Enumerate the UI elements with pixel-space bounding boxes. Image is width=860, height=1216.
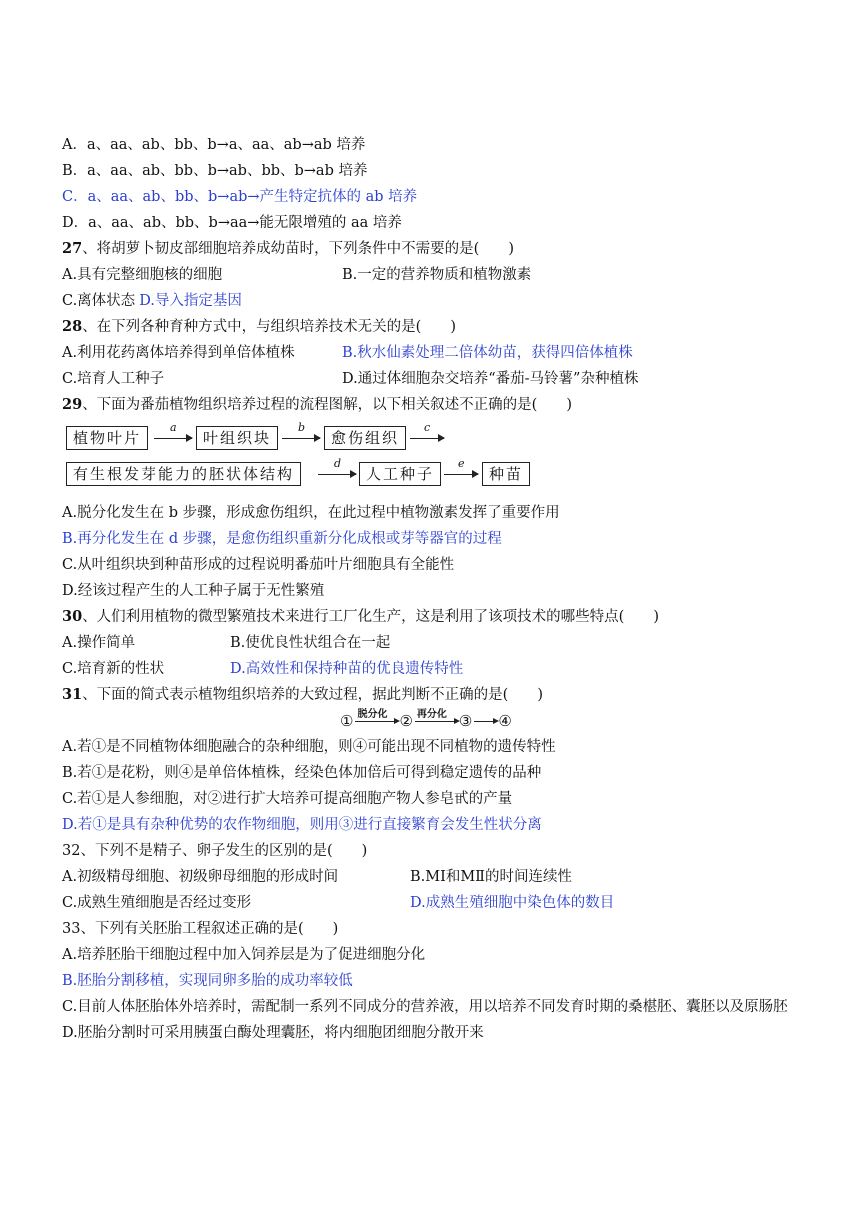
q30-option-b: B.使优良性状组合在一起 — [230, 635, 391, 651]
q28-stem — [62, 314, 822, 340]
flow-box-callus: 愈伤组织 — [324, 426, 406, 450]
flow-label-a: a — [170, 421, 177, 434]
q33-option-b: B.胚胎分割移植，实现同卵多胎的成功率较低 — [62, 973, 353, 989]
q26-option-d: D．a、aa、ab、bb、b→aa→能无限增殖的 aa 培养 — [62, 215, 402, 231]
flow-box-embryoid: 有生根发芽能力的胚状体结构 — [66, 462, 301, 486]
q30-option-d: D.高效性和保持种苗的优良遗传特性 — [230, 661, 464, 677]
q28-text: 、在下列各种育种方式中，与组织培养技术无关的是( ) — [82, 319, 456, 335]
q30-number: 30 — [62, 608, 83, 625]
q29-option-a: A.脱分化发生在 b 步骤，形成愈伤组织，在此过程中植物激素发挥了重要作用 — [62, 505, 560, 521]
q33-option-a: A.培养胚胎干细胞过程中加入饲养层是为了促进细胞分化 — [62, 947, 426, 963]
q32-options-row1 — [62, 864, 822, 890]
q29-stem — [62, 392, 822, 418]
scheme-node-4: ④ — [498, 712, 512, 730]
scheme-node-1: ① — [340, 712, 354, 730]
q26-option-a: A．a、aa、ab、bb、b→a、aa、ab→ab 培养 — [62, 137, 366, 153]
flow-arrow-c — [410, 438, 444, 439]
q32-options-row2 — [62, 890, 822, 916]
scheme-node-2: ② — [399, 712, 413, 730]
q31-option-a: A.若①是不同植物体细胞融合的杂种细胞，则④可能出现不同植物的遗传特性 — [62, 739, 556, 755]
q29-text: 、下面为番茄植物组织培养过程的流程图解，以下相关叙述不正确的是( ) — [82, 397, 572, 413]
flow-label-b: b — [298, 421, 306, 434]
q31-text: 、下面的简式表示植物组织培养的大致过程，据此判断不正确的是( ) — [82, 687, 543, 703]
scheme-node-3: ③ — [458, 712, 473, 730]
q28-options-row2 — [62, 366, 822, 392]
q30-text: 、人们利用植物的微型繁殖技术来进行工厂化生产，这是利用了该项技术的哪些特点( ) — [82, 609, 659, 625]
q28-number: 28 — [62, 318, 83, 335]
q30-options-row2 — [62, 656, 822, 682]
q33-stem: 33、下列有关胚胎工程叙述正确的是( ) — [62, 921, 339, 937]
q26-option-c: C．a、aa、ab、bb、b→ab→产生特定抗体的 ab 培养 — [62, 189, 418, 205]
q32-option-c: C.成熟生殖细胞是否经过变形 — [62, 895, 252, 911]
q28-option-c: C.培育人工种子 — [62, 371, 165, 387]
q33-option-c: C.目前人体胚胎体外培养时，需配制一系列不同成分的营养液，用以培养不同发育时期的桑椹胚、囊胚以及原肠胚 — [62, 999, 788, 1015]
q27-option-b: B.一定的营养物质和植物激素 — [342, 267, 532, 283]
q28-option-b: B.秋水仙素处理二倍体幼苗，获得四倍体植株 — [342, 345, 633, 361]
q30-option-c: C.培育新的性状 — [62, 661, 165, 677]
flow-box-artificial-seed: 人工种子 — [359, 462, 441, 486]
flow-arrow-b — [282, 438, 320, 439]
q27-stem — [62, 236, 822, 262]
q31-option-b: B.若①是花粉，则④是单倍体植株，经染色体加倍后可得到稳定遗传的品种 — [62, 765, 542, 781]
q29-option-c: C.从叶组织块到种苗形成的过程说明番茄叶片细胞具有全能性 — [62, 557, 455, 573]
q27-option-c: C.离体状态 — [62, 293, 136, 309]
q30-option-a: A.操作简单 — [62, 635, 136, 651]
flow-box-leaf-tissue: 叶组织块 — [196, 426, 278, 450]
scheme-label-dedifferentiation: 脱分化 — [357, 709, 388, 720]
question-page — [62, 132, 822, 1046]
flow-box-seedling: 种苗 — [482, 462, 530, 486]
q27-option-d: D.导入指定基因 — [139, 293, 242, 309]
q31-option-c: C.若①是人参细胞，对②进行扩大培养可提高细胞产物人参皂甙的产量 — [62, 791, 513, 807]
q32-stem: 32、下列不是精子、卵子发生的区别的是( ) — [62, 843, 368, 859]
flow-arrow-d — [318, 474, 356, 475]
culture-scheme — [62, 708, 822, 734]
flow-label-c: c — [424, 421, 431, 434]
q27-number: 27 — [62, 240, 83, 257]
q29-number: 29 — [62, 396, 83, 413]
q33-option-d: D.胚胎分割时可采用胰蛋白酶处理囊胚，将内细胞团细胞分散开来 — [62, 1025, 484, 1041]
flow-label-d: d — [334, 457, 342, 470]
q28-option-d: D.通过体细胞杂交培养“番茄-马铃薯”杂种植株 — [342, 371, 639, 387]
flow-label-e: e — [458, 457, 465, 470]
q30-stem — [62, 604, 822, 630]
q32-option-a: A.初级精母细胞、初级卵母细胞的形成时间 — [62, 869, 339, 885]
q26-option-b: B．a、aa、ab、bb、b→ab、bb、b→ab 培养 — [62, 163, 368, 179]
q28-options-row1 — [62, 340, 822, 366]
scheme-arrow-redifferentiation — [413, 708, 459, 734]
tissue-culture-flow-diagram — [62, 422, 822, 492]
q32-option-d: D.成熟生殖细胞中染色体的数目 — [410, 895, 615, 911]
scheme-arrow-plain — [472, 708, 498, 734]
q30-options-row1 — [62, 630, 822, 656]
flow-arrow-e — [444, 474, 478, 475]
flow-box-leaf: 植物叶片 — [66, 426, 148, 450]
q29-option-d: D.经该过程产生的人工种子属于无性繁殖 — [62, 583, 325, 599]
scheme-arrow-dedifferentiation — [353, 708, 399, 734]
q27-option-a: A.具有完整细胞核的细胞 — [62, 267, 223, 283]
q31-number: 31 — [62, 686, 83, 703]
q32-option-b: B.MⅠ和MⅡ的时间连续性 — [410, 869, 573, 885]
q31-option-d: D.若①是具有杂种优势的农作物细胞，则用③进行直接繁育会发生性状分离 — [62, 817, 542, 833]
q29-option-b: B.再分化发生在 d 步骤，是愈伤组织重新分化成根或芽等器官的过程 — [62, 531, 502, 547]
flow-arrow-a — [154, 438, 192, 439]
q27-options-row1 — [62, 262, 822, 288]
q28-option-a: A.利用花药离体培养得到单倍体植株 — [62, 345, 295, 361]
q27-options-row2 — [62, 288, 822, 314]
scheme-label-redifferentiation: 再分化 — [416, 709, 447, 720]
q27-text: 、将胡萝卜韧皮部细胞培养成幼苗时，下列条件中不需要的是( ) — [82, 241, 514, 257]
